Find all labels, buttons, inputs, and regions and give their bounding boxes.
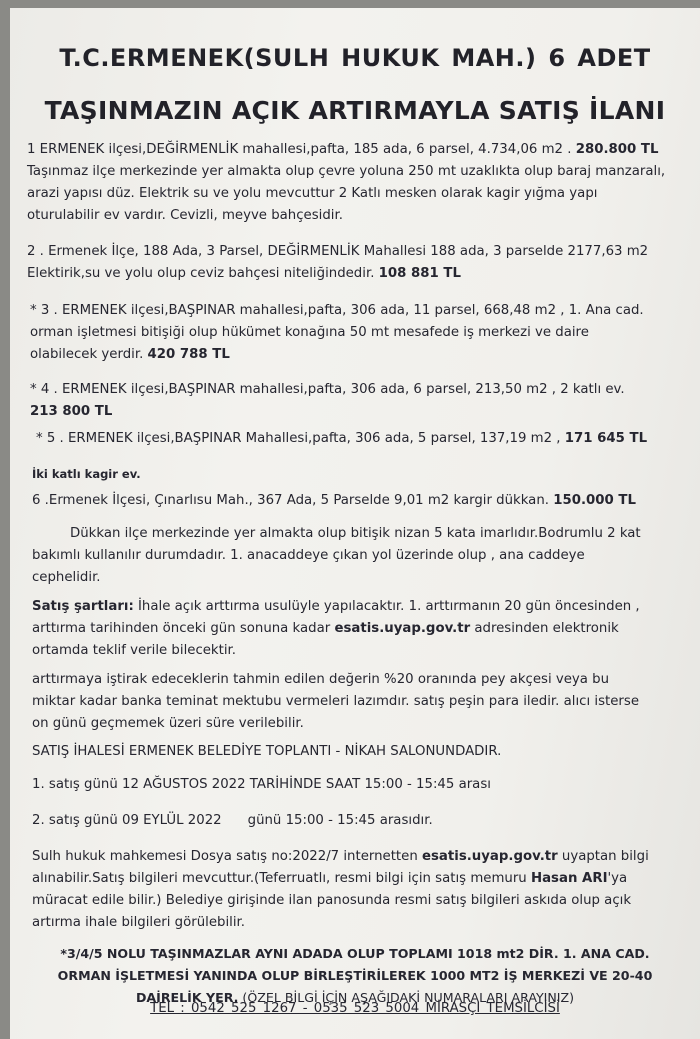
item-3-price: 420 788 TL bbox=[147, 347, 230, 362]
item-1 bbox=[27, 139, 667, 227]
item-1-desc: Taşınmaz ilçe merkezinde yer almakta olup çevre yoluna 250 mt uzaklıkta olup baraj manzaralı, arazi yapısı düz. Elektrik su ve yolu mevcuttur 2 Katlı mesken olarak kagir yığma yapı oturulabilir ev vardır. Cevizli, meyve bahçesidir. bbox=[27, 164, 666, 223]
item-6-text: 6 .Ermenek İlçesi, Çınarlısu Mah., 367 Ada, 5 Parselde 9,01 m2 kargir dükkan. bbox=[32, 493, 554, 508]
sale-date-1: 1. satış günü 12 AĞUSTOS 2022 TARİHİNDE SAAT 15:00 - 15:45 arası bbox=[32, 777, 491, 792]
item-4 bbox=[30, 379, 670, 423]
item-1-price: 280.800 TL bbox=[575, 142, 659, 157]
sale-conditions bbox=[32, 596, 657, 662]
item-2-text: 2 . Ermenek İlçe, 188 Ada, 3 Parsel, DEĞİRMENLİK Mahallesi 188 ada, 3 parselde 2177,63 m2 Elektirik,su ve yolu olup ceviz bahçesi niteliğindedir. bbox=[27, 244, 649, 281]
officer-name: Hasan ARI bbox=[530, 871, 608, 886]
item-5-text: * 5 . ERMENEK ilçesi,BAŞPINAR Mahallesi,pafta, 306 ada, 5 parsel, 137,19 m2 , bbox=[36, 431, 565, 446]
sale-date-2 bbox=[32, 810, 682, 832]
item-4-text: * 4 . ERMENEK ilçesi,BAŞPINAR mahallesi,pafta, 306 ada, 6 parsel, 213,50 m2 , 2 katlı ev. bbox=[30, 382, 625, 397]
court-info-text: Sulh hukuk mahkemesi Dosya satış no:2022/7 internetten bbox=[32, 849, 422, 864]
sale-date-2-date: 2. satış günü 09 EYLÜL 2022 bbox=[32, 813, 222, 828]
item-6 bbox=[32, 490, 682, 512]
item-5 bbox=[36, 428, 686, 450]
note-line3-bold: DAİRELİK YER. bbox=[135, 990, 239, 1005]
item-3-text: * 3 . ERMENEK ilçesi,BAŞPINAR mahallesi,pafta, 306 ada, 11 parsel, 668,48 m2 , 1. Ana cad. orman işletmesi bitişiği olup hükümet konağına 50 mt mesafede iş merkezi ve daire olabilecek yerdir. bbox=[30, 303, 644, 362]
item-3 bbox=[30, 300, 645, 366]
note-line1: *3/4/5 NOLU TAŞINMAZLAR AYNI ADADA OLUP TOPLAMI 1018 mt2 DİR. 1. ANA CAD. bbox=[60, 946, 650, 961]
sale-date-2-time: günü 15:00 - 15:45 arasıdır. bbox=[247, 813, 433, 828]
sale-venue: SATIŞ İHALESİ ERMENEK BELEDİYE TOPLANTI - NİKAH SALONUNDADIR. bbox=[32, 744, 502, 759]
notice-title-line2: TAŞINMAZIN AÇIK ARTIRMAYLA SATIŞ İLANI bbox=[44, 96, 666, 125]
item-5-price: 171 645 TL bbox=[564, 431, 648, 446]
item-4-price: 213 800 TL bbox=[30, 404, 113, 419]
item-6-price: 150.000 TL bbox=[553, 493, 636, 508]
item-2 bbox=[27, 241, 667, 285]
sale-site: esatis.uyap.gov.tr bbox=[334, 621, 471, 636]
deposit-text: arttırmaya iştirak edeceklerin tahmin edilen değerin %20 oranında pey akçesi veya bu miktar kadar banka teminat mektubu vermeleri lazımdır. satış peşin para iledir. alıcı isterse on günü geçmemek üzeri süre verilebilir. bbox=[32, 672, 639, 731]
court-site: esatis.uyap.gov.tr bbox=[422, 849, 558, 864]
note-line3-normal: (ÖZEL BİLGİ İÇİN AŞAĞIDAKİ NUMARALARI ARAYINIZ) bbox=[238, 990, 575, 1005]
sale-conditions-text-end: adresinden elektronik ortamda teklif verile bilecektir. bbox=[32, 621, 619, 658]
notice-title-line1: T.C.ERMENEK(SULH HUKUK MAH.) 6 ADET bbox=[59, 44, 651, 72]
sale-conditions-text: İhale açık arttırma usulüyle yapılacaktır. 1. arttırmanın 20 gün öncesinden , arttırma tarihinden önceki gün sonuna kadar bbox=[32, 599, 640, 636]
item-1-text: 1 ERMENEK ilçesi,DEĞİRMENLİK mahallesi,pafta, 185 ada, 6 parsel, 4.734,06 m2 . bbox=[27, 142, 576, 157]
note-line2: ORMAN İŞLETMESİ YANINDA OLUP BİRLEŞTİRİLEREK 1000 MT2 İŞ MERKEZİ VE 20-40 bbox=[57, 968, 653, 983]
item-5-extra: İki katlı kagir ev. bbox=[32, 467, 141, 481]
court-info-text-3: 'ya müracat edile bilir.) Belediye girişinde ilan panosunda resmi satış bilgileri askıda olup açık artırma ihale bilgileri görülebilir. bbox=[32, 871, 632, 930]
contact-phone: TEL : 0542 525 1267 - 0535 523 5004 MİRASÇI TEMSİLCİSİ bbox=[150, 1001, 560, 1016]
item-2-price: 108 881 TL bbox=[378, 266, 461, 281]
court-info-text-2: uyaptan bilgi alınabilir.Satış bilgileri mevcuttur.(Teferruatlı, resmi bilgi için satış memuru bbox=[32, 849, 649, 886]
court-info bbox=[32, 846, 657, 934]
item-6-desc: Dükkan ilçe merkezinde yer almakta olup bitişik nizan 5 kata imarlıdır.Bodrumlu 2 kat bakımlı kullanılır durumdadır. 1. anacaddeye çıkan yol üzerinde olup , ana caddeye cephelidir. bbox=[32, 526, 641, 585]
notice-paper bbox=[10, 8, 700, 1039]
sale-conditions-label: Satış şartları: bbox=[32, 599, 134, 614]
